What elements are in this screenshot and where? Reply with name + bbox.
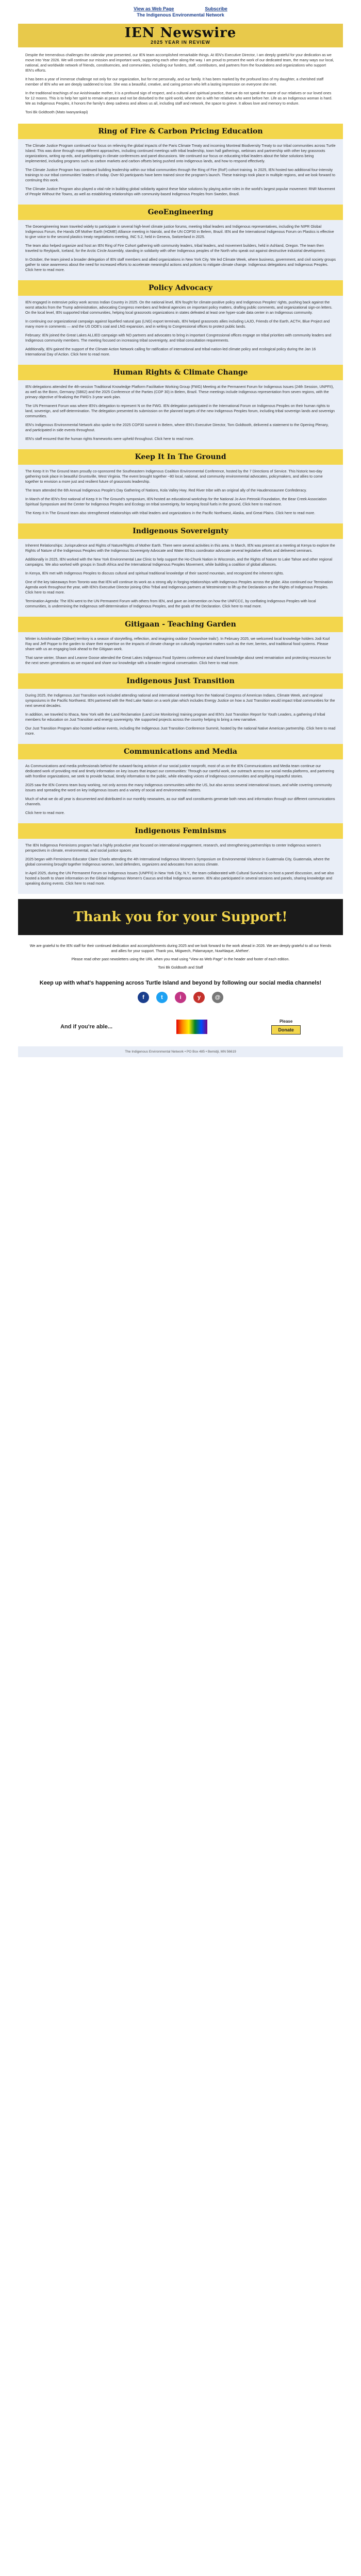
closing-p1: We are grateful to the IEN staff for their continued dedication and accomplishments during 2025 and we look forward to the work ahead in 2026. We are deeply grateful to all our friends and allies for your support. Thank you, Miigwech, Pidamayaye, Nuwhlaque, Ahéhee'.: [29, 943, 332, 953]
paragraph: In addition, we traveled to Ithaca, New York with the Land Reclamation (Land Line Monitoring) training program and IEN's Just Transition Report for Youth Leaders, a gathering of tribal members for education on Just Transition and energy sovereignty. We supported projects across the country helping to bring a new narrative.: [25, 712, 325, 722]
paragraph: One of the key takeaways from Toronto was that IEN will continue its work as a strong ally in forging relationships with Indigenous Peoples across the globe. Also continued our Termination Agenda work throughout the year, with IEN's Executive Director joining Ohio Tribal and Indigenous partners at Westminster to lift up the Declaration on the Rights of Indigenous Peoples. Click here to read more.: [25, 580, 333, 595]
paragraph: February: IEN joined the Great Lakes ALLIED campaign with NO partners and advocates to bring in important Congressional offices engage on tribal priorities with community leaders and Indigenous community members. The meeting focused on increasing tribal sovereignty, and tribal consultation requirements.: [25, 333, 332, 343]
donate-label: Please: [279, 1019, 293, 1024]
section-geoengineering: [18, 205, 343, 280]
section-body: [18, 689, 343, 744]
facebook-icon[interactable]: f: [138, 992, 149, 1003]
donate-block: [271, 1019, 301, 1035]
paragraph: During 2025, the Indigenous Just Transition work included attending national and international meetings from the National Congress of American Indians, Climate Week, and regional symposiums in the Pacific Northwest. IEN partnered with the Red Lake Nation on a work plan which includes Energy Justice on how a Just Transition would impact tribal communities for the next several decades.: [25, 693, 335, 708]
paragraph: The UN Permanent Forum was where IEN's delegation to represent N on the FWG. IEN delegation participated in the International Forum on Indigenous Peoples on their human rights to land, sovereign, and self-determination. The delegation presented its submission on the planned targets of the new Indigenous Peoples forum, including tribal sovereign lands and sovereign communities.: [25, 403, 335, 418]
paragraph: Additionally, IEN gained the support of the Climate Action Network calling for ratification of international and tribal-nation-led climate policy and ecological policy during the Jan 16 International Day of Action. Click here to read more.: [25, 347, 316, 357]
section-title: Keep It In The Ground: [18, 449, 343, 465]
section-communications: [18, 744, 343, 823]
rainbow-graphic: [176, 1020, 207, 1034]
section-body: [18, 759, 343, 823]
paragraph: IEN engaged in extensive policy work across Indian Country in 2025. On the national level, IEN fought for climate-positive policy and Indigenous Peoples' rights, pushing back against the worst attacks from the Trump administration, advocating Congress members and federal agencies on important policy matters, drafting public comments, and organizational sign-on letters. On the local level, IEN supported tribal communities, helping local grassroots organizations in states defeated at least one hyper-scale data center in an Indigenous community.: [25, 300, 333, 315]
paragraph: The Climate Justice Program continued our focus on relieving the global impacts of the Paris Climate Treaty and incoming Montreal Biodiversity Treaty to our tribal communities across Turtle Island. This was done through many different approaches, including continued meetings with tribal leadership, town hall gatherings, webinars and partnership with other key grassroots organizations, writing op-eds, and participating in climate conferences and panel discussions. We continued our focus on educating tribal leaders about the false solutions being implemented, including programs such as carbon markets and carbon offsets being pushed onto Indigenous lands, and how to respond effectively.: [25, 143, 336, 163]
closing: [18, 940, 343, 976]
instagram-icon[interactable]: i: [175, 992, 186, 1003]
paragraph: 2025 began with Feminisms Educator Claire Charlo attending the 4th International Indigenous Women's Symposium on Environmental Violence in Guatemala City, Guatemala, where the global convening brought together Indigenous women, land defenders, organizers and advocates from across climate.: [25, 857, 330, 867]
paragraph: In continuing our organizational campaign against liquefied natural gas (LNG) export terminals, IEN helped grassroots allies including LAJO, Friends of the Earth, ACTH, Blue Project and many more in comments — and the US DOE's coal and LNG expansion, and in writing to Congressional offices to protect public lands.: [25, 319, 330, 329]
section-feminisms: [18, 823, 343, 894]
section-title: Indigenous Sovereignty: [18, 523, 343, 539]
banner: [18, 24, 343, 47]
donate-button[interactable]: Donate: [271, 1025, 301, 1035]
section-title: Human Rights & Climate Change: [18, 365, 343, 380]
section-body: [18, 632, 343, 673]
social-links: [18, 990, 343, 1007]
section-body: [18, 539, 343, 617]
paragraph: Winter is Anishinaabe (Ojibwe) territory is a season of storytelling, reflection, and imagining outdoor ('snowshoe trails'). In February 2025, we welcomed local knowledge holders Jodi Kozl Ray and Jeff Poppe to the garden to share their expertise on the impacts of climate change on culturally important matters such as the river, berries, and traditional food systems. Please share with us an engaging look ahead to the Gitigaan work.: [25, 636, 330, 651]
paragraph: IEN's Indigenous Environmental Network also spoke to the 2025 COP30 summit in Belem, where IEN's Executive Director, Tom Goldtooth, delivered a statement to the Opening Plenary, and participated in side events throughout.: [25, 422, 329, 432]
paragraph: In April 2025, during the UN Permanent Forum on Indigenous Issues (UNPFII) in New York City, N.Y., the team collaborated with Cultural Survival to co-host a panel discussion, and we also hosted a booth to share information on the Global Indigenous Women's Caucus and tribal Indigenous women. IEN also participated in several sessions and panels, sharing knowledge and speaking during events. Click here to read more.: [25, 871, 334, 886]
closing-p2: Please read other past newsletters using the URL when you read using "View as Web Page" in the header and footer of each edition.: [71, 957, 290, 961]
paragraph: IEN delegations attended the 4th-session Traditional Knowledge Platform Facilitative Working Group (FWG) Meeting at the Permanent Forum for Indigenous Issues (24th Session, UNPFII), as well as the Bonn, Germany (SB62) and the 2025 Conference of the Parties (COP 30) in Belem, Brazil. These meetings include Indigenous representation from seven regions, with the primary objective of finalizing the FWG's 3-year work plan.: [25, 384, 334, 399]
section-body: [18, 296, 343, 365]
paragraph: The Geoengineering team traveled widely to participate in several high-level climate justice forums, meeting tribal leaders and Indigenous representatives, including the NIPR Global Indigenous Forum, the Hands Off Mother Earth (HOME) Alliance meeting in Nairobi, and the UN COP30 in Belem, Brazil. IEN and the International Indigenous Forum on Plastics is effective to give voice to the second plastics treaty negotiations meeting, INC 5.2, held in Geneva, Switzerland in 2025.: [25, 224, 334, 239]
section-just-transition: [18, 673, 343, 744]
section-body: [18, 465, 343, 523]
youtube-icon[interactable]: y: [193, 992, 205, 1003]
section-human-rights: [18, 365, 343, 449]
section-title: GeoEngineering: [18, 205, 343, 220]
thank-you-text: Thank you for your Support!: [73, 909, 288, 925]
section-keep-it-in-ground: [18, 449, 343, 523]
banner-title: IEN Newswire: [124, 25, 237, 41]
donate-promo: [18, 1007, 343, 1046]
newsletter: [18, 0, 343, 1057]
section-policy-advocacy: [18, 280, 343, 365]
twitter-icon[interactable]: t: [156, 992, 168, 1003]
section-title: Indigenous Just Transition: [18, 673, 343, 689]
intro-p1: Despite the tremendous challenges the calendar year presented, our IEN team accomplished remarkable things. At IEN's Executive Director, I am deeply grateful for your dedication as we move into Year 2026. We will continue our mission and important work, supporting each other along the way. I am proud to present the work of our dedicated team, the many ways our local, national, and worldwide network of friends, constituencies, and communities, including our funders, staff, contributors, and partners from the foundations and organizations who support IEN's efforts.: [25, 53, 334, 73]
social-cta: Keep up with what's happening across Turtle Island and beyond by following our social media channels!: [39, 980, 322, 986]
intro-signature: Toni Bk Goldtooth (Mato Iwanyankapi): [25, 110, 88, 114]
section-body: [18, 139, 343, 205]
paragraph: That same winter, Shawn and Leanne Goose attended the Great Lakes Indigenous Food Systems conference and shared knowledge about seed rematriation and protecting resources for the next seven generations as we expand and share our knowledge with a broader regional conversation. Click here to read more.: [25, 655, 331, 665]
paragraph: The team also helped organize and host an IEN Ring of Fire Cohort gathering with community leaders, tribal leaders, and movement builders, held in Ashland, Oregon. The team then traveled to Reykjavik, Iceland, for the Arctic Circle Assembly, standing in solidarity with other Indigenous peoples of the North who speak out against destructive industrial development.: [25, 243, 326, 253]
intro-p2: It has been a year of immense challenge not only for our organization, but for me personally, and our family. It has been marked by the profound loss of my daughter, a cherished staff member of IEN who we are deeply saddened to lose. She was a beautiful, creative, and caring person who left a lasting impression on everyone she met.: [25, 77, 324, 87]
org-name: The Indigenous Environmental Network: [137, 12, 224, 18]
closing-signature: Toni Bk Goldtooth and Staff: [158, 965, 203, 970]
section-ring-of-fire: [18, 124, 343, 205]
paragraph: In March of the IEN's first national of Keep It In The Ground's symposium, IEN hosted an educational workshop for the National Jo Ann Petroski Foundation, the Bear Creek Association Spiritual Symposium and the Center for Indigenous Peoples and Ecology on tribal sovereignty, for keeping fossil fuels in the ground, Click here to read more.: [25, 497, 327, 506]
paragraph: The Keep It In The Ground team proudly co-sponsored the Southeastern Indigenous Coalition Environmental Conference, hosted by the 7 Directions of Service. This historic two-day gathering took place in beautiful Gruntsville, West Virginia. The event brought together ~80 local, national, and community environmental advocates, policymakers, and allies to come together to envision a more just and resilient future of grassroots leadership.: [25, 469, 323, 484]
paragraph: Inherent Relationships: Jurisprudence and Rights of Nature/Rights of Mother Earth. There were several activities in this area. In March, IEN was present at a meeting at Kenya to explore the Rights of Nature of the Indigenous Peoples with the Indigenous Sovereignty Advocate and Water Ethics coordinator advocate several legislative efforts and delivered seminars.: [25, 543, 335, 553]
footer: The Indigenous Environmental Network • PO Box 485 • Bemidji, MN 56619: [18, 1046, 343, 1057]
paragraph: The IEN Indigenous Feminisms program had a highly productive year focused on international engagement, research, and strengthening partnerships to center Indigenous women's perspectives in climate, environmental, and social justice spaces.: [25, 843, 321, 853]
paragraph: In Kenya, IEN met with Indigenous Peoples to discuss cultural and spiritual traditional knowledge of their sacred mountain, and recognized the inherent rights.: [25, 571, 284, 575]
paragraph: The Climate Justice Program also played a vital role in building global solidarity against these false solutions by playing active roles in the world's largest popular movement: RNR Movement of People Without the Towns, as well as establishing relationships with community-based Indigenous Peoples from Sweden, Brazil.: [25, 187, 335, 196]
paragraph: IEN's staff ensured that the human rights frameworks were upheld throughout. Click here to read more.: [25, 436, 194, 441]
paragraph: 2025 saw the IEN Comms team busy working, not only across the many Indigenous communities within the US, but also across several international issues, and while covering community issues and spreading the word on key Indigenous issues and a variety of social and environmental matters.: [25, 783, 332, 792]
section-title: Communications and Media: [18, 744, 343, 759]
email-icon[interactable]: @: [212, 992, 223, 1003]
section-title: Gitigaan - Teaching Garden: [18, 617, 343, 632]
section-title: Policy Advocacy: [18, 280, 343, 296]
paragraph: Our Just Transition Program also hosted webinar events, including the Indigenous Just Transition Conference Summit, hosted by the national Native American partnership. Click here to read more.: [25, 726, 336, 736]
thank-you-banner: [18, 899, 343, 935]
section-title: Ring of Fire & Carbon Pricing Education: [18, 124, 343, 139]
paragraph: Much of what we do all year is documented and distributed in our monthly newswires, as our staff and constituents generate both news and information through our different communications channels.: [25, 796, 335, 806]
section-indigenous-sovereignty: [18, 523, 343, 617]
promo-text: And if you're able...: [60, 1024, 113, 1030]
subscribe-link[interactable]: Subscribe: [205, 6, 227, 11]
paragraph: The Climate Justice Program has continued building leadership within our tribal communities through the Ring of Fire (RoF) cohort training. In 2025, IEN hosted two additional four-intensity trainings to our tribal communities' leaders of today. Over 60 participants have been trained since the program's launch. These trainings took place in multiple regions, and we look forward to continuing this work.: [25, 167, 335, 182]
intro-p3: In the traditional teachings of our Anishinaabe mother, it is a profound sign of respect, and a cultural and spiritual practice, that we do not speak the name of our relatives or our loved ones for 12 moons. This is to help her spirit to remain at peace and not be disturbed to the spirit world, where she is with her relatives who went before her. Life as an Indigenous woman is hard. We as Indigenous Peoples, it honors the family's deep sadness and allows us all, including staff and network, the space to grieve. It allows love and memory to endure.: [25, 91, 333, 106]
section-body: [18, 220, 343, 280]
section-body: [18, 380, 343, 449]
view-web-link[interactable]: View as Web Page: [134, 6, 174, 11]
paragraph: The team attended the 6th Annual Indigenous People's Day Gathering of Nations, Kola Valley Hwy. Red River tribe with an original ally of the Haudenosaunee Confederacy.: [25, 488, 307, 493]
section-body: [18, 839, 343, 894]
paragraph: The Keep It In The Ground team also strengthened relationships with tribal leaders and organizations in the Pacific Northwest, Alaska, and Great Plains. Click here to read more.: [25, 511, 315, 515]
paragraph: Additionally in 2025, IEN worked with the New York Environmental Law Clinic to help support the Ho-Chunk Nation in Wisconsin, and the Rights of Nature to Lake Tahoe and other regional campaigns. We also worked with groups in South Africa and the International Indigenous Peoples Movement, while building a coalition of global alliances.: [25, 557, 333, 567]
paragraph: Click here to read more.: [25, 810, 65, 815]
section-title: Indigenous Feminisms: [18, 823, 343, 839]
intro: [18, 47, 343, 124]
paragraph: In October, the team joined a broader delegation of IEN staff members and allied organizations in New York City. We led Climate Week, where business, government, and civil society groups gather to raise awareness about the need for increased efforts to accelerate meaningful actions and policies to mitigate climate change. Indigenous delegations and Indigenous Peoples. Click here to read more.: [25, 257, 336, 272]
banner-subtitle: 2025 YEAR IN REVIEW: [151, 40, 210, 45]
paragraph: As Communications and media professionals behind the outward-facing activism of our social justice nonprofit, most of us on the IEN Communications and Media team continue our dedicated work of providing real and timely information on key issues that impact our communities: Through our careful work, our outreach across our social media platforms, and partnering with frontline organizations, we seek to provide factual, timely information to the public, while elevating voices of Indigenous communities and amplifying impactful stories.: [25, 764, 334, 778]
top-bar: [18, 0, 343, 24]
section-teaching-garden: [18, 617, 343, 673]
paragraph: Termination Agenda: The IEN went to the UN Permanent Forum with others from IEN, and gave an intervention on how the UNFCCC, by conflating Indigenous Peoples with local communities, is undermining the Indigenous self-determination of Indigenous Peoples, and the goals of the Declaration. Click here to read more.: [25, 599, 316, 608]
